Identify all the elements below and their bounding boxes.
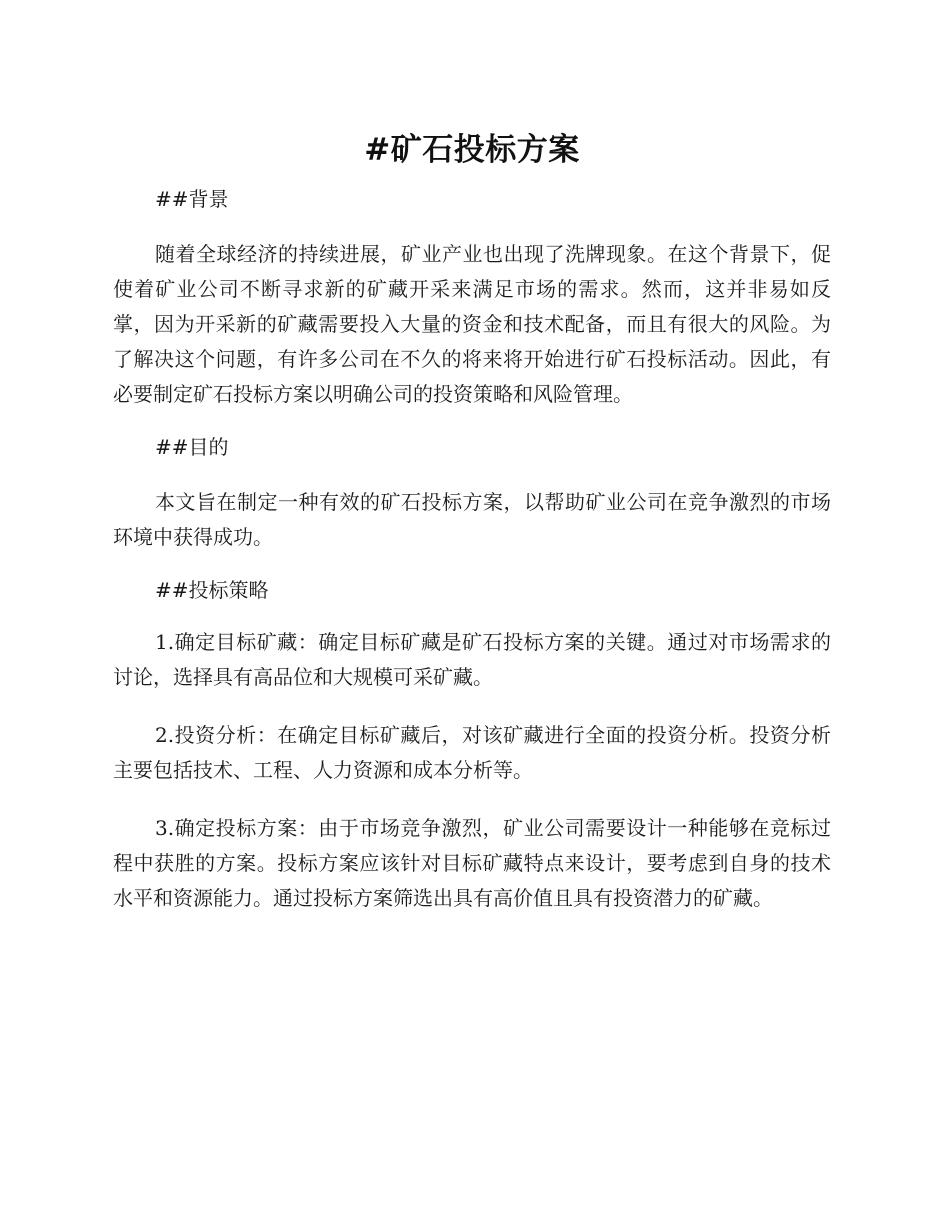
section-heading-background: ##背景 xyxy=(155,187,229,211)
strategy-item: 1.确定目标矿藏：确定目标矿藏是矿石投标方案的关键。通过对市场需求的讨论，选择具有高品位和大规模可采矿藏。 xyxy=(113,630,831,689)
section-heading-purpose: ##目的 xyxy=(155,435,229,459)
section-heading-strategy: ##投标策略 xyxy=(155,578,269,602)
strategy-item: 3.确定投标方案：由于市场竞争激烈，矿业公司需要设计一种能够在竞标过程中获胜的方案。投标方案应该针对目标矿藏特点来设计，要考虑到自身的技术水平和资源能力。通过投标方案筛选出具有高价值且具有投资潜力的矿藏。 xyxy=(113,816,831,910)
purpose-paragraph: 本文旨在制定一种有效的矿石投标方案，以帮助矿业公司在竞争激烈的市场环境中获得成功。 xyxy=(113,490,831,549)
document-title: #矿石投标方案 xyxy=(364,132,580,168)
document-body xyxy=(113,128,831,916)
strategy-item: 2.投资分析：在确定目标矿藏后，对该矿藏进行全面的投资分析。投资分析主要包括技术、工程、人力资源和成本分析等。 xyxy=(113,723,831,782)
background-paragraph: 随着全球经济的持续进展，矿业产业也出现了洗牌现象。在这个背景下，促使着矿业公司不断寻求新的矿藏开采来满足市场的需求。然而，这并非易如反掌，因为开采新的矿藏需要投入大量的资金和技术配备，而且有很大的风险。为了解决这个问题，有许多公司在不久的将来将开始进行矿石投标活动。因此，有必要制定矿石投标方案以明确公司的投资策略和风险管理。 xyxy=(113,242,831,406)
